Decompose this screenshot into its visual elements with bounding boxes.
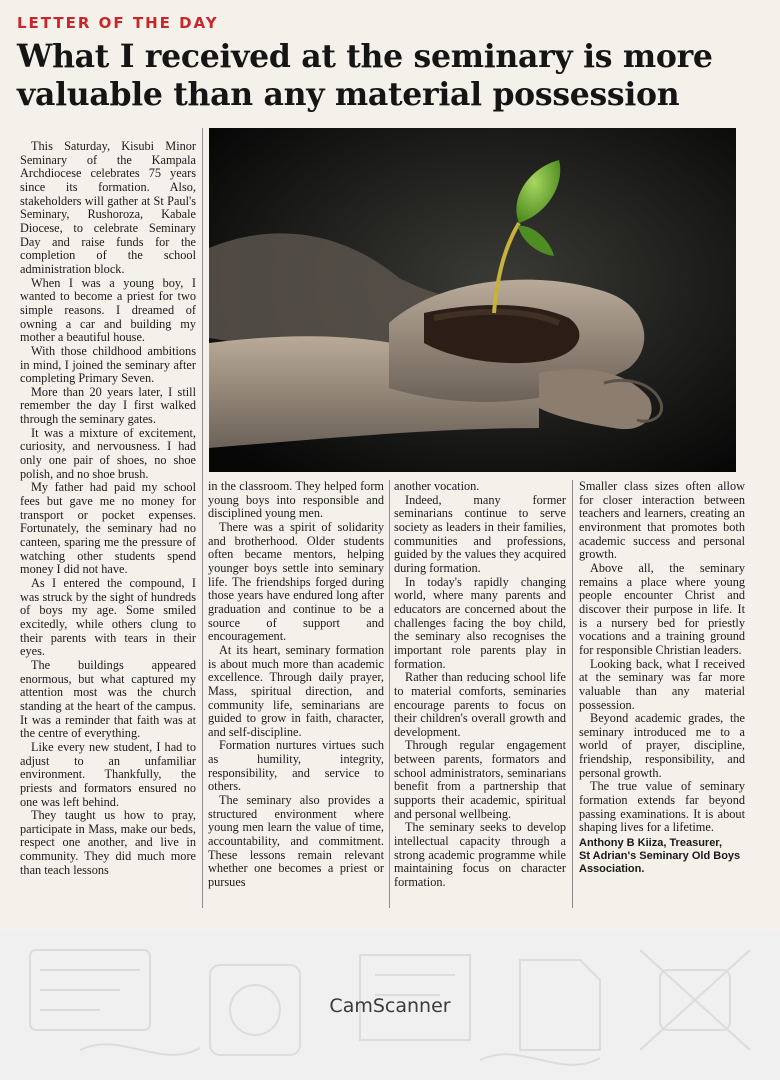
signature-name: Anthony B Kiiza, Treasurer, [579,837,723,850]
paragraph: This Saturday, Kisubi Minor Seminary of the Kampala Archdiocese celebrates 75 years since its formation. Also, stakeholders will gather at St Paul's Seminary, Rushoroza, Kabale Diocese, to celebrate Seminary Day and raise funds for the completion of the school administration block. [20,140,196,276]
paragraph: Formation nurtures virtues such as humility, integrity, responsibility, and service to others. [208,738,384,794]
paragraph: Rather than reducing school life to material comforts, seminaries encourage parents to focus on their children's overall growth and development. [394,670,566,739]
paragraph: As I entered the compound, I was struck by the sight of hundreds of boys my age. Some smiled excitedly, while others clung to their parents with tears in their eyes. [20,576,196,659]
paragraph: Indeed, many former seminarians continue to serve society as leaders in their families, communities and professions, guided by the values they acquired during formation. [394,492,566,575]
paragraph: The buildings appeared enormous, but what captured my attention most was the church standing at the heart of the campus. It was a reminder that faith was at the centre of everything. [20,657,196,741]
paragraph: Through regular engagement between parents, formators and school administrators, seminarians benefit from a partnership that supports their academic, spiritual and personal wellbeing. [394,738,566,821]
article-photo [209,128,736,472]
paragraph: In today's rapidly changing world, where many parents and educators are concerned about the challenges facing the boy child, the seminary also recognises the important role parents play in formation. [394,574,566,671]
section-kicker: LETTER OF THE DAY [17,14,219,32]
column-divider [389,480,390,908]
paragraph: At its heart, seminary formation is about much more than academic excellence. Through daily prayer, Mass, spiritual direction, and community life, seminarians are guided to grow in faith, character, and self-discipline. [208,642,384,739]
paragraph: Smaller class sizes often allow for closer interaction between teachers and learners, creating an environment that promotes both academic success and personal growth. [579,480,745,562]
paragraph: When I was a young boy, I wanted to become a priest for two simple reasons. I dreamed of owning a car and building my mother a beautiful house. [20,275,196,345]
paragraph: Like every new student, I had to adjust to an unfamiliar environment. Thankfully, the priests and formators ensured no one was left behind. [20,739,196,809]
camscanner-brand: CamScanner [329,995,451,1017]
paragraph: in the classroom. They helped form young boys into responsible and disciplined young men. [208,480,384,521]
article-column-1 [20,140,196,910]
paragraph: There was a spirit of solidarity and brotherhood. Older students often became mentors, helping younger boys settle into seminary life. The friendships forged during those years have endured long after graduation and continue to be a source of support and encouragement. [208,519,384,644]
paragraph: another vocation. [394,480,480,493]
signature-org: St Adrian's Seminary Old Boys Association. [579,850,741,876]
paragraph: More than 20 years later, I still remember the day I first walked through the seminary gates. [20,384,196,427]
hands-seedling-image [209,128,736,472]
paragraph: My father had paid my school fees but gave me no money for transport or pocket expenses. Fortunately, the seminary had no canteen, sparing me the pressure of watching other students spend money I did not have. [20,480,196,577]
headline: What I received at the seminary is more valuable than any material possession [17,38,713,113]
article-column-2 [208,480,384,910]
paragraph: They taught us how to pray, participate in Mass, make our beds, respect one another, and live in community. They did much more than teach lessons [20,808,196,877]
column-divider [572,480,573,908]
paragraph: The seminary seeks to develop intellectual capacity through a strong academic programme while maintaining focus on character formation. [394,820,566,890]
paragraph: Looking back, what I received at the seminary was far more valuable than any material possession. [579,656,745,712]
paragraph: Beyond academic grades, the seminary introduced me to a world of prayer, discipline, friendship, responsibility, and personal growth. [579,711,745,780]
paragraph: It was a mixture of excitement, curiosity, and nervousness. I had only one pair of shoes, no shoe polish, and no shoe brush. [20,425,196,481]
paragraph: The seminary also provides a structured environment where young men learn the value of time, accountability, and commitment. These lessons remain relevant whether one becomes a priest or pursues [208,793,384,890]
article-column-4 [579,480,745,910]
article-column-3 [394,480,566,910]
paragraph: Above all, the seminary remains a place where young people encounter Christ and discover their purpose in life. It is a nursery bed for priestly vocations and a training ground for responsible Christian leaders. [579,560,745,657]
column-divider [202,128,203,908]
paragraph: With those childhood ambitions in mind, I joined the seminary after completing Primary Seven. [20,343,196,386]
paragraph: The true value of seminary formation extends far beyond passing examinations. It is about shaping lives for a lifetime. [579,779,745,835]
